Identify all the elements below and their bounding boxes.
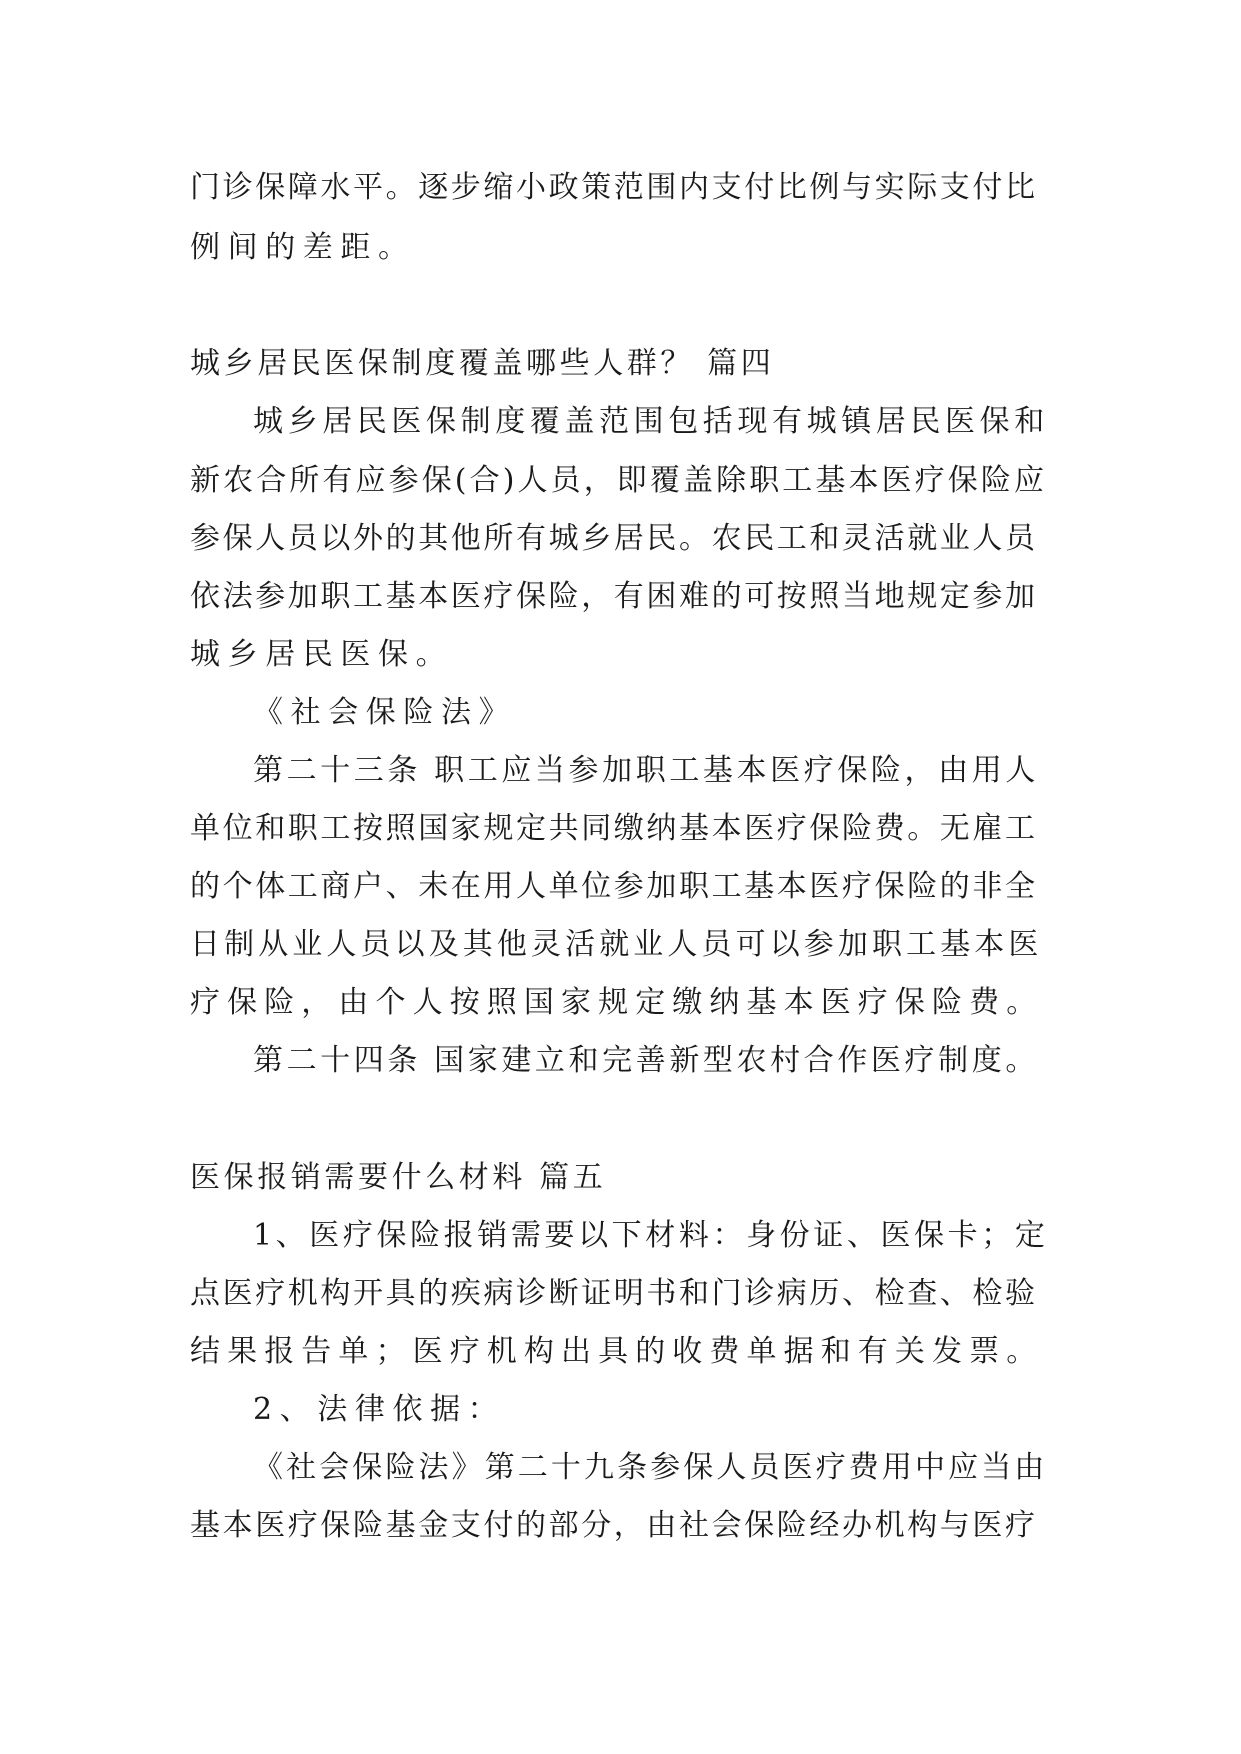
text-line: 参保人员以外的其他所有城乡居民。农民工和灵活就业人员 — [190, 521, 1038, 556]
text-line: 疗保险，由个人按照国家规定缴纳基本医疗保险费。 — [190, 985, 1044, 1020]
text-line: 依法参加职工基本医疗保险，有困难的可按照当地规定参加 — [190, 579, 1038, 614]
text-line: 单位和职工按照国家规定共同缴纳基本医疗保险费。无雇工 — [190, 811, 1038, 846]
section-heading-4: 城乡居民医保制度覆盖哪些人群？ 篇四 — [190, 346, 775, 381]
text-line: 的个体工商户、未在用人单位参加职工基本医疗保险的非全 — [190, 869, 1038, 904]
text-line: 门诊保障水平。逐步缩小政策范围内支付比例与实际支付比 — [190, 170, 1038, 205]
text-line: 日制从业人员以及其他灵活就业人员可以参加职工基本医 — [190, 927, 1043, 962]
text-line: 第二十四条 国家建立和完善新型农村合作医疗制度。 — [253, 1043, 1039, 1078]
text-line: 城乡居民医保制度覆盖范围包括现有城镇居民医保和 — [253, 404, 1049, 439]
section-heading-5: 医保报销需要什么材料 篇五 — [190, 1160, 607, 1195]
text-line: 1、医疗保险报销需要以下材料：身份证、医保卡；定 — [253, 1218, 1049, 1253]
text-line: 新农合所有应参保(合)人员，即覆盖除职工基本医疗保险应 — [190, 463, 1048, 498]
text-line: 《社会保险法》 — [253, 695, 517, 730]
text-line: 例间的差距。 — [190, 230, 416, 265]
text-line: 第二十三条 职工应当参加职工基本医疗保险，由用人 — [253, 753, 1039, 788]
text-line: 点医疗机构开具的疾病诊断证明书和门诊病历、检查、检验 — [190, 1276, 1038, 1311]
text-line: 结果报告单；医疗机构出具的收费单据和有关发票。 — [190, 1334, 1044, 1369]
text-line: 城乡居民医保。 — [190, 637, 454, 672]
text-line: 2、法律依据： — [253, 1392, 506, 1427]
text-line: 《社会保险法》第二十九条参保人员医疗费用中应当由 — [253, 1450, 1048, 1485]
text-line: 基本医疗保险基金支付的部分，由社会保险经办机构与医疗 — [190, 1508, 1038, 1543]
